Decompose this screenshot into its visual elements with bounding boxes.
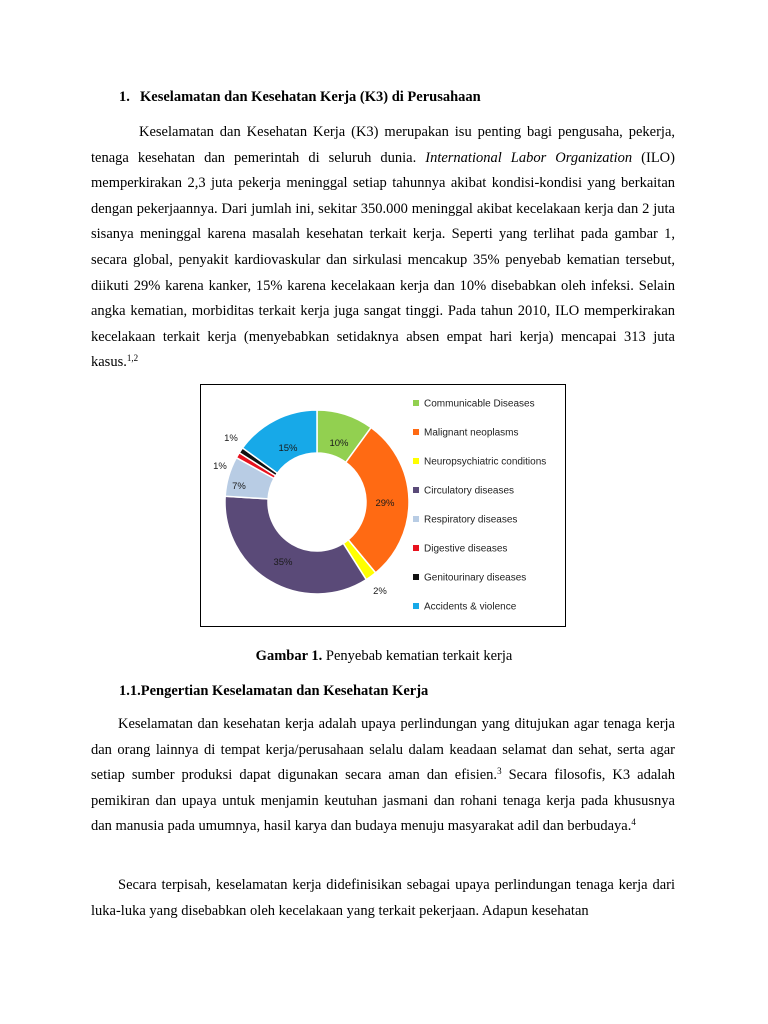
donut-slice: [225, 496, 366, 594]
legend-swatch: [413, 429, 419, 435]
legend-swatch: [413, 487, 419, 493]
slice-label: 10%: [329, 438, 349, 449]
legend-swatch: [413, 400, 419, 406]
paragraph-definition-text-1: Keselamatan dan kesehatan kerja adalah upaya perlindungan yang ditujukan agar tenaga kerja dan orang lainnya di tempat kerja/perusahaan selalu dalam keadaan selamat dan sehat, serta agar setiap sumber produksi dapat digunakan secara aman dan efisien.: [91, 716, 675, 784]
slice-label: 7%: [232, 481, 246, 492]
paragraph-intro-text-2: (ILO) memperkirakan 2,3 juta pekerja meninggal setiap tahunnya akibat kondisi-kondisi yang berkaitan dengan pekerjaannya. Dari jumlah ini, sekitar 350.000 meninggal akibat kecelakaan kerja dan 2 juta sisanya meninggal karena masalah kesehatan terkait kerja. Seperti yang terlihat pada gambar 1, secara global, penyakit kardiovaskular dan sirkulasi mencakup 35% penyebab kematian tersebut, diikuti 29% karena kanker, 15% karena kecelakaan kerja dan 10% disebabkan oleh infeksi. Selain angka kematian, morbiditas terkait kerja juga sangat tinggi. Pada tahun 2010, ILO memperkirakan kecelakaan terkait kerja (menyebabkan setidaknya absen empat hari kerja) mencapai 313 juta kasus.: [91, 149, 675, 371]
legend-swatch: [413, 516, 419, 522]
figure-caption: [0, 646, 768, 666]
figure-caption-text: Penyebab kematian terkait kerja: [322, 648, 513, 664]
slice-label: 1%: [224, 433, 238, 444]
legend-swatch: [413, 574, 419, 580]
citation-4: 4: [631, 817, 636, 828]
paragraph-separate-definition: Secara terpisah, keselamatan kerja didefinisikan sebagai upaya perlindungan tenaga kerja dari luka-luka yang disebabkan oleh kecelakaan yang terkait pekerjaan. Adapun kesehatan: [91, 877, 675, 919]
legend-label: Respiratory diseases: [424, 514, 518, 526]
legend-swatch: [413, 458, 419, 464]
subsection-heading: 1.1.Pengertian Keselamatan dan Kesehatan Kerja: [119, 683, 429, 699]
donut-chart: [201, 385, 567, 628]
slice-label: 1%: [213, 461, 227, 472]
legend-label: Genitourinary diseases: [424, 572, 527, 584]
legend-label: Communicable Diseases: [424, 398, 535, 410]
figure-caption-label: Gambar 1.: [255, 648, 323, 664]
legend-label: Neuropsychiatric conditions: [424, 456, 547, 468]
slice-label: 35%: [273, 557, 293, 568]
section-number: 1.: [119, 89, 130, 105]
paragraph-intro-text-1: Keselamatan dan Kesehatan Kerja (K3) merupakan isu penting bagi pengusaha, pekerja, tenaga kesehatan dan pemerintah di seluruh dunia.: [91, 124, 675, 166]
paragraph-intro: [91, 120, 675, 376]
citation-1-2: 1,2: [126, 353, 139, 364]
slice-label: 29%: [375, 498, 395, 509]
paragraph-definition: [91, 712, 675, 840]
legend-label: Digestive diseases: [424, 543, 508, 555]
legend-label: Malignant neoplasms: [424, 427, 519, 439]
legend-label: Accidents & violence: [424, 601, 517, 613]
ilo-italic-term: International Labor Organization: [425, 149, 633, 166]
legend-label: Circulatory diseases: [424, 485, 515, 497]
slice-label: 2%: [373, 586, 387, 597]
citation-3: 3: [497, 766, 502, 777]
slice-label: 15%: [278, 443, 298, 454]
legend-swatch: [413, 545, 419, 551]
paragraph-definition-text-2: Secara filosofis, K3 adalah pemikiran dan upaya untuk menjamin keutuhan jasmani dan rohani tenaga kerja pada khususnya dan manusia pada umumnya, hasil karya dan budaya menuju masyarakat adil dan berbudaya.: [91, 767, 675, 835]
section-heading: [119, 87, 481, 107]
section-title: Keselamatan dan Kesehatan Kerja (K3) di Perusahaan: [140, 89, 481, 105]
figure-chart-frame: [200, 384, 566, 627]
legend-swatch: [413, 603, 419, 609]
